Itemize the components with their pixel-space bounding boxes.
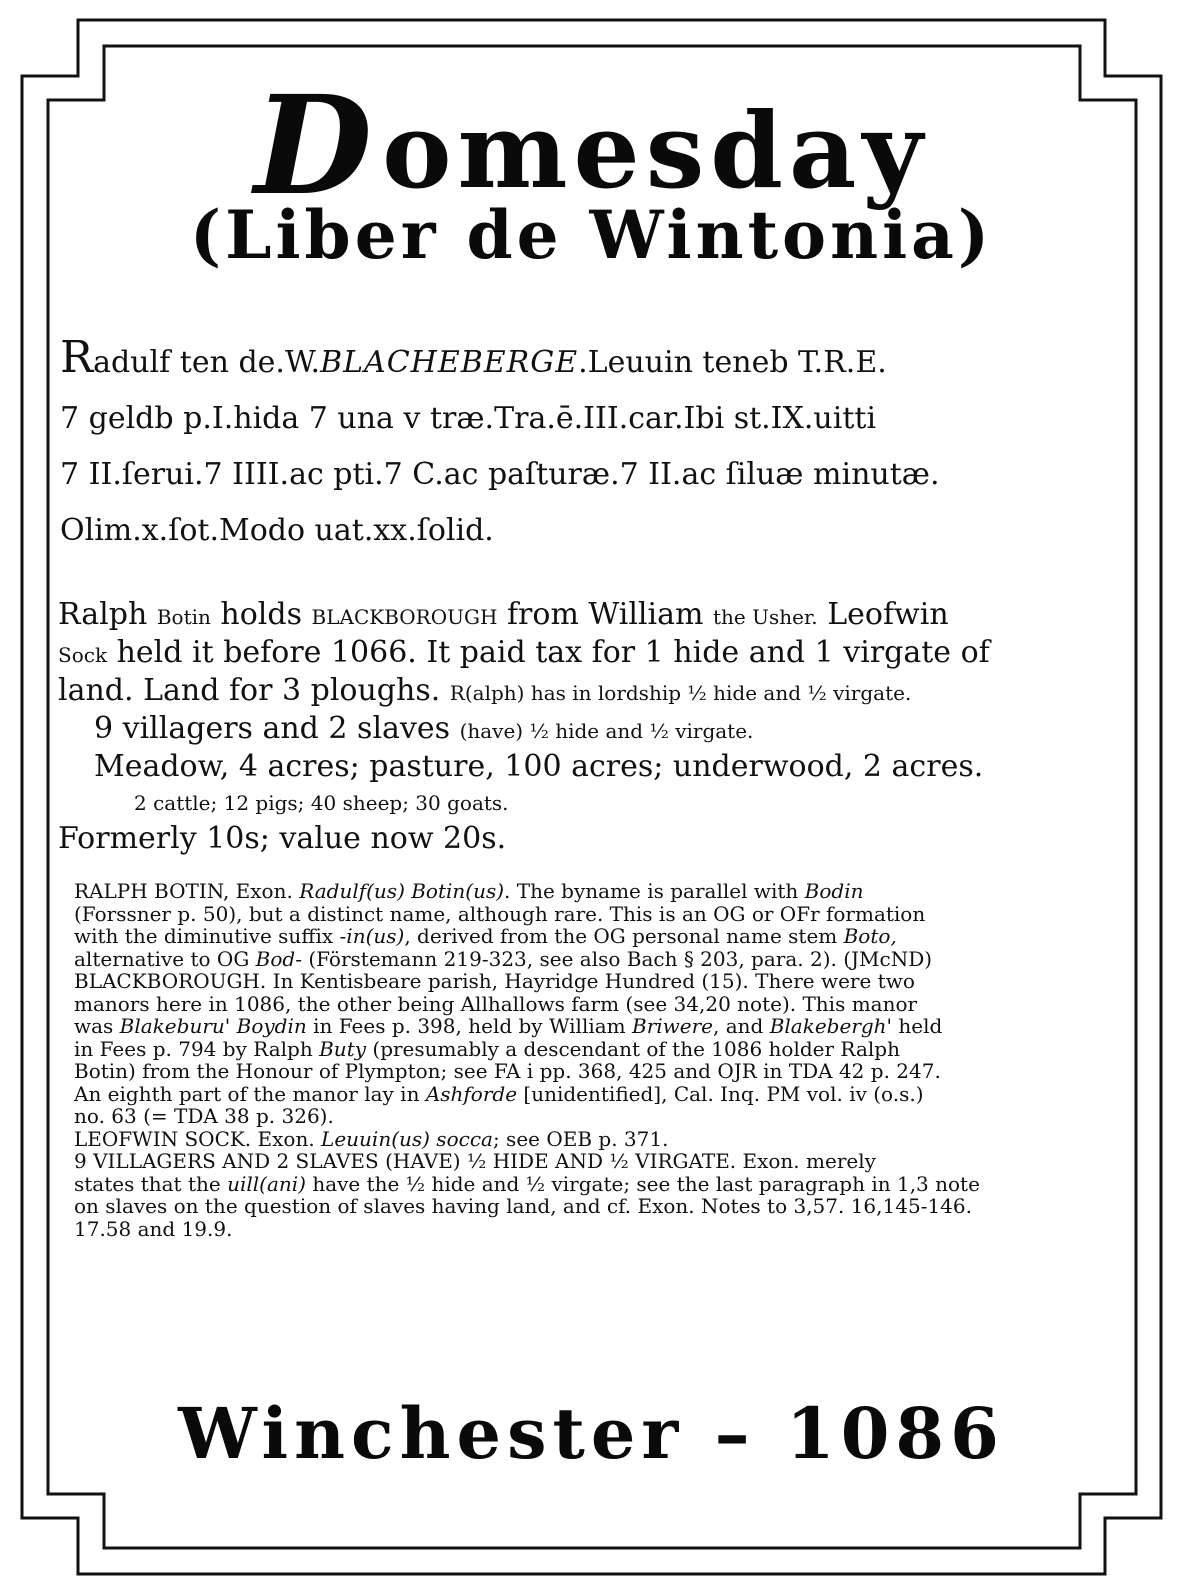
- latin-line-1: Radulf ten de.W.BLACHEBERGE.Leuuin teneb T.R.E.: [60, 332, 887, 383]
- note-line: An eighth part of the manor lay in Ashforde [unidentified], Cal. Inq. PM vol. iv (o.s.): [74, 1081, 924, 1106]
- latin-line-2: 7 geldb p.I.hida 7 una v træ.Tra.ē.III.car.Ibi st.IX.uitti: [60, 401, 877, 436]
- title-initial-letter: D: [254, 66, 379, 226]
- note-line: no. 63 (= TDA 38 p. 326).: [74, 1104, 334, 1128]
- note-line: Botin) from the Honour of Plympton; see FA i pp. 368, 425 and OJR in TDA 42 p. 247.: [74, 1059, 941, 1083]
- english-translation: [58, 597, 1128, 857]
- note-line: 17.58 and 19.9.: [74, 1216, 233, 1241]
- note-line: BLACKBOROUGH. In Kentisbeare parish, Hayridge Hundred (15). There were two: [74, 969, 915, 993]
- translation-line-2: Sock held it before 1066. It paid tax for 1 hide and 1 virgate of: [58, 635, 990, 670]
- note-line: LEOFWIN SOCK. Exon. Leuuin(us) socca; see OEB p. 371.: [74, 1126, 669, 1151]
- footer-caption: Winchester – 1086: [178, 1392, 1005, 1475]
- note-line: on slaves on the question of slaves having land, and cf. Exon. Notes to 3,57. 16,145-146.: [74, 1194, 972, 1218]
- translation-line-5: Meadow, 4 acres; pasture, 100 acres; underwood, 2 acres.: [94, 749, 984, 784]
- note-line: alternative to OG Bod- (Förstemann 219-323, see also Bach § 203, para. 2). (JMcND): [74, 946, 933, 971]
- translation-line-1: Ralph Botin holds BLACKBOROUGH from William the Usher. Leofwin: [58, 597, 949, 632]
- title-rest: omesday: [382, 89, 929, 212]
- note-line: manors here in 1086, the other being Allhallows farm (see 34,20 note). This manor: [74, 991, 918, 1016]
- translation-line-3: land. Land for 3 ploughs. R(alph) has in lordship ½ hide and ½ virgate.: [58, 673, 912, 708]
- commentary-notes: [74, 880, 1124, 1240]
- note-line: 9 VILLAGERS AND 2 SLAVES (HAVE) ½ HIDE AND ½ VIRGATE. Exon. merely: [74, 1149, 876, 1173]
- translation-line-7: Formerly 10s; value now 20s.: [58, 821, 507, 856]
- note-line: in Fees p. 794 by Ralph Buty (presumably a descendant of the 1086 holder Ralph: [74, 1036, 900, 1061]
- note-line: RALPH BOTIN, Exon. Radulf(us) Botin(us). The byname is parallel with Bodin: [74, 879, 864, 903]
- translation-line-4: 9 villagers and 2 slaves (have) ½ hide and ½ virgate.: [94, 711, 754, 746]
- note-line: with the diminutive suffix -in(us), derived from the OG personal name stem Boto,: [74, 924, 897, 948]
- note-line: (Forssner p. 50), but a distinct name, although rare. This is an OG or OFr formation: [74, 901, 926, 926]
- note-line: states that the uill(ani) have the ½ hide and ½ virgate; see the last paragraph in 1,3 note: [74, 1171, 980, 1196]
- latin-line-3: 7 II.ſerui.7 IIII.ac pti.7 C.ac paſturæ.7 II.ac ſiluæ minutæ.: [60, 457, 940, 492]
- latin-line-4: Olim.x.ſot.Modo uat.xx.ſolid.: [60, 513, 494, 548]
- latin-original-text: [60, 330, 1120, 559]
- latin-place-name: BLACHEBERGE: [320, 345, 579, 380]
- document-subtitle: (Liber de Wintonia): [189, 196, 994, 274]
- document-title: [0, 66, 1183, 226]
- translation-line-6: 2 cattle; 12 pigs; 40 sheep; 30 goats.: [134, 791, 509, 815]
- note-line: was Blakeburu' Boydin in Fees p. 398, held by William Briwere, and Blakebergh' held: [74, 1014, 943, 1038]
